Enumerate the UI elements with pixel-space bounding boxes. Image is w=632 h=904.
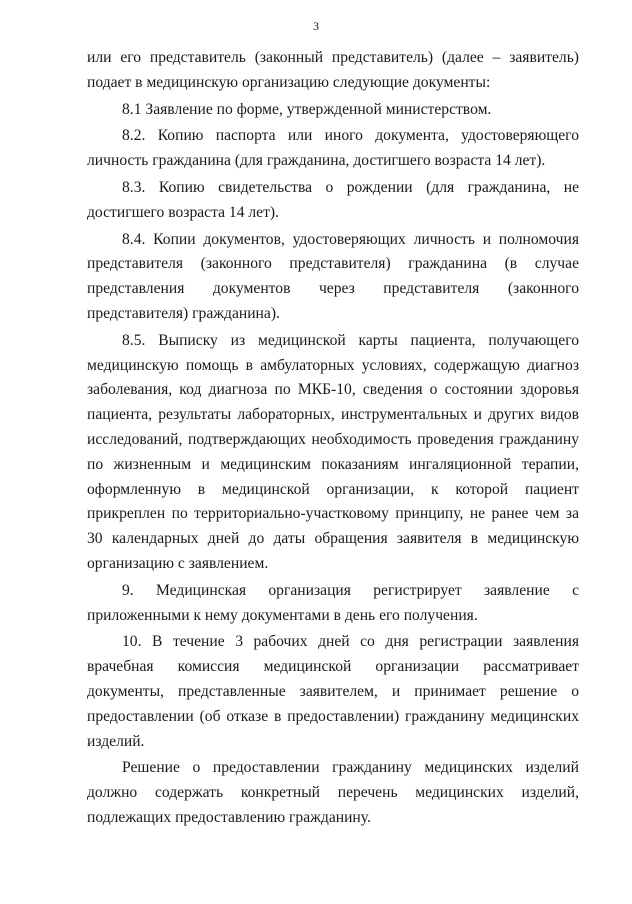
paragraph-8-4: 8.4. Копии документов, удостоверяющих личность и полномочия представителя (законного представителя) гражданина (в случае представления документов через представителя (законного представителя) гражданина). (87, 230, 579, 322)
paragraph-8-3: 8.3. Копию свидетельства о рождении (для гражданина, не достигшего возраста 14 лет). (87, 178, 579, 221)
paragraph-8-2: 8.2. Копию паспорта или иного документа, удостоверяющего личность гражданина (для гражданина, достигшего возраста 14 лет). (87, 127, 579, 170)
paragraph-9: 9. Медицинская организация регистрирует заявление с приложенными к нему документами в день его получения. (87, 581, 579, 624)
document-body (87, 46, 579, 831)
paragraph-decision: Решение о предоставлении гражданину медицинских изделий должно содержать конкретный перечень медицинских изделий, подлежащих предоставлению гражданину. (87, 759, 579, 826)
paragraph-8-1: 8.1 Заявление по форме, утвержденной министерством. (122, 100, 492, 118)
page-number: 3 (313, 19, 319, 33)
paragraph-10: 10. В течение 3 рабочих дней со дня регистрации заявления врачебная комиссия медицинской организации рассматривает документы, представленные заявителем, и принимает решение о предоставлении (об отказе в предоставлении) гражданину медицинских изделий. (87, 633, 579, 750)
paragraph-8-5: 8.5. Выписку из медицинской карты пациента, получающего медицинскую помощь в амбулаторных условиях, содержащую диагноз заболевания, код диагноза по МКБ-10, сведения о состоянии здоровья пациента, результаты лабораторных, инструментальных и других видов исследований, подтверждающих необходимость проведения гражданину по жизненным и медицинским показаниям ингаляционной терапии, оформленную в медицинской организации, к которой пациент прикреплен по территориально-участковому принципу, не ранее чем за 30 календарных дней до даты обращения заявителя в медицинскую организацию с заявлением. (87, 331, 579, 572)
paragraph-intro: или его представитель (законный представитель) (далее – заявитель) подает в медицинскую организацию следующие документы: (87, 49, 579, 91)
